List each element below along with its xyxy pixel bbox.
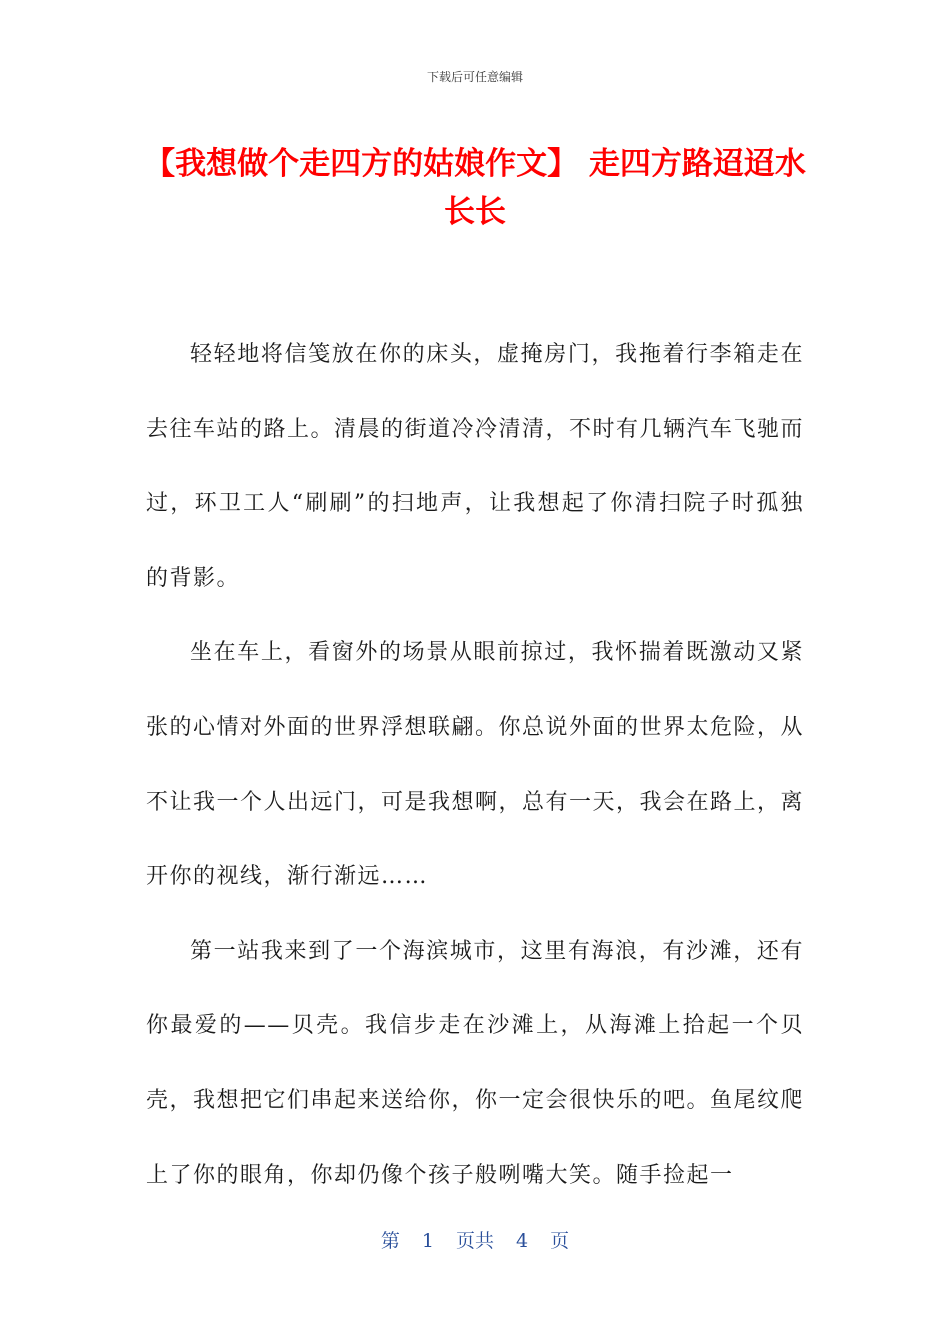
paragraph: 轻轻地将信笺放在你的床头，虚掩房门，我拖着行李箱走在去往车站的路上。清晨的街道冷冷清清，不时有几辆汽车飞驰而过，环卫工人“刷刷”的扫地声，让我想起了你清扫院子时孤独的背影。 <box>146 342 805 591</box>
header-note: 下载后可任意编辑 <box>426 70 523 84</box>
document-body <box>146 318 804 1213</box>
paragraph: 第一站我来到了一个海滨城市，这里有海浪，有沙滩，还有你最爱的——贝壳。我信步走在沙滩上，从海滩上拾起一个贝壳，我想把它们串起来送给你，你一定会很快乐的吧。鱼尾纹爬上了你的眼角，你却仍像个孩子般咧嘴大笑。随手捡起一 <box>146 938 805 1188</box>
page-footer <box>0 1226 950 1253</box>
paragraph: 坐在车上，看窗外的场景从眼前掠过，我怀揣着既激动又紧张的心情对外面的世界浮想联翩。你总说外面的世界太危险，从不让我一个人出远门，可是我想啊，总有一天，我会在路上，离开你的视线，渐行渐远…… <box>146 640 805 890</box>
total-pages-number: 4 <box>516 1230 529 1252</box>
page-label-prefix: 第 <box>380 1230 400 1252</box>
current-page-number: 1 <box>421 1230 434 1252</box>
page-label-mid: 页共 <box>455 1230 494 1252</box>
document-title: 【我想做个走四方的姑娘作文】 走四方路迢迢水长长 <box>144 146 806 230</box>
page-label-suffix: 页 <box>550 1230 570 1252</box>
